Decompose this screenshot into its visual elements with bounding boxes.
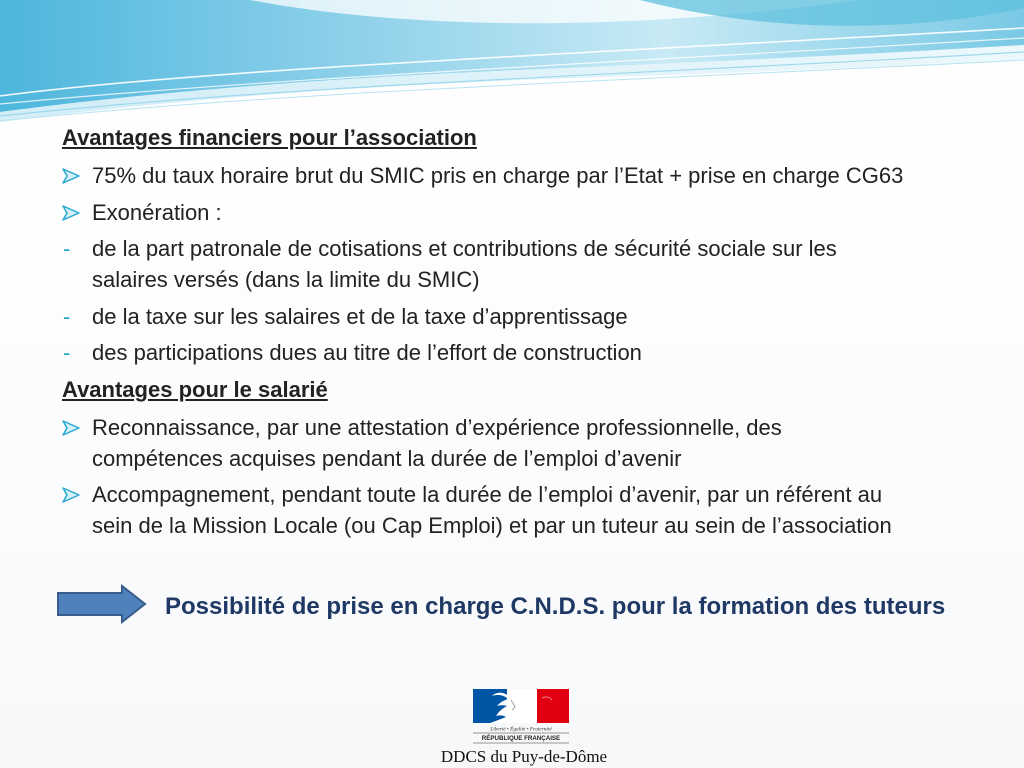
list-item-text: Accompagnement, pendant toute la durée de l’emploi d’avenir, par un référent au [92, 482, 883, 507]
list-item-text: de la part patronale de cotisations et contributions de sécurité sociale sur les [92, 236, 837, 261]
marianne-logo-icon [470, 686, 572, 748]
list-item-text: sein de la Mission Locale (ou Cap Emploi) et par un tuteur au sein de l’association [92, 513, 892, 538]
list-item-text: Reconnaissance, par une attestation d’expérience professionnelle, des [92, 415, 782, 440]
logo-motto: Liberté • Égalité • Fraternité [490, 726, 552, 733]
dash-bullet: - [63, 236, 71, 261]
arrow-bullet-icon [62, 413, 86, 443]
section-heading-financial: Avantages financiers pour l’association [62, 125, 477, 150]
callout-text: Possibilité de prise en charge C.N.D.S. pour la formation des tuteurs [165, 593, 946, 620]
dash-bullet: - [63, 340, 71, 365]
header-wave-decoration [0, 0, 1024, 125]
logo-name: RÉPUBLIQUE FRANÇAISE [481, 735, 561, 742]
footer-caption: DDCS du Puy-de-Dôme [440, 747, 608, 766]
list-item-text: des participations dues au titre de l’effort de construction [92, 340, 642, 365]
right-arrow-icon [56, 584, 148, 624]
list-item-text: de la taxe sur les salaires et de la taxe d’apprentissage [92, 304, 628, 329]
list-item-text: compétences acquises pendant la durée de l’emploi d’avenir [92, 446, 682, 471]
list-item-text: salaires versés (dans la limite du SMIC) [92, 267, 480, 292]
dash-bullet: - [63, 304, 71, 329]
arrow-bullet-icon [62, 198, 86, 228]
list-item-text: 75% du taux horaire brut du SMIC pris en charge par l’Etat + prise en charge CG63 [92, 163, 904, 188]
list-item-text: Exonération : [92, 200, 222, 225]
arrow-bullet-icon [62, 161, 86, 191]
arrow-bullet-icon [62, 480, 86, 510]
section-heading-employee: Avantages pour le salarié [62, 377, 328, 402]
